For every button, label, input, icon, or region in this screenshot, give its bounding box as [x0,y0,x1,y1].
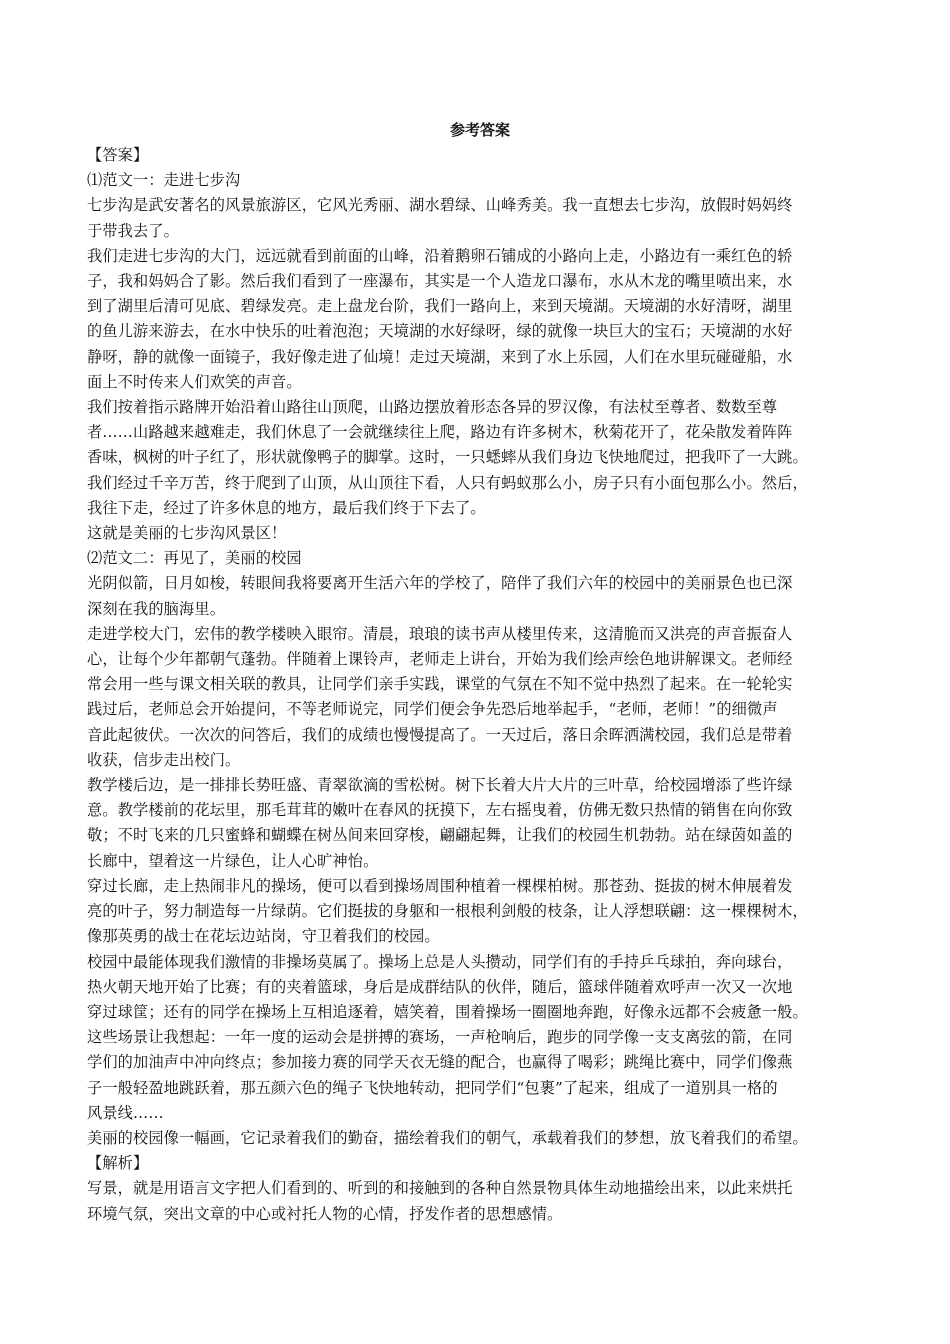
text-line: 我们按着指示路牌开始沿着山路往山顶爬，山路边摆放着形态各异的罗汉像，有法杖至尊者、数数至尊 [87,398,778,417]
text-line: 这就是美丽的七步沟风景区！ [87,524,287,543]
text-line: 亮的叶子，努力制造每一片绿荫。它们挺拔的身躯和一根根利剑般的枝条，让人浮想联翩：这一棵棵树木， [87,902,808,921]
text-line: 风景线…… [87,1103,164,1122]
text-line: 静呀，静的就像一面镜子，我好像走进了仙境！走过天境湖，来到了水上乐园，人们在水里玩碰碰船，水 [87,347,793,366]
text-line: 美丽的校园像一幅画，它记录着我们的勤奋，描绘着我们的朝气，承载着我们的梦想，放飞着我们的希望。 [87,1128,808,1147]
text-line: 践过后，老师总会开始提问，不等老师说完，同学们便会争先恐后地举起手，“老师，老师！”的细微声 [87,700,778,719]
text-line: 收获，信步走出校门。 [87,750,241,769]
text-line: 子，我和妈妈合了影。然后我们看到了一座瀑布，其实是一个人造龙口瀑布，水从木龙的嘴里喷出来，水 [87,272,793,291]
text-line: 常会用一些与课文相关联的教具，让同学们亲手实践，课堂的气氛在不知不觉中热烈了起来。在一轮轮实 [87,675,793,694]
text-line: 我们经过千辛万苦，终于爬到了山顶，从山顶往下看，人只有蚂蚁那么小，房子只有小面包那么小。然后， [87,473,808,492]
text-line: 我们走进七步沟的大门，远远就看到前面的山峰，沿着鹅卵石铺成的小路向上走，小路边有一乘红色的轿 [87,246,793,265]
text-line: 【答案】 [87,146,149,164]
text-line: 者……山路越来越难走，我们休息了一会就继续往上爬，路边有许多树木，秋菊花开了，花朵散发着阵阵 [87,423,793,442]
text-line: 意。教学楼前的花坛里，那毛茸茸的嫩叶在春风的抚摸下，左右摇曳着，仿佛无数只热情的销售在向你致 [87,801,793,820]
text-line: 热火朝天地开始了比赛；有的夹着篮球，身后是成群结队的伙伴，随后，篮球伴随着欢呼声一次又一次地 [87,977,793,996]
text-line: 长廊中，望着这一片绿色，让人心旷神怡。 [87,851,379,870]
text-line: 这些场景让我想起：一年一度的运动会是拼搏的赛场，一声枪响后，跑步的同学像一支支离弦的箭，在同 [87,1028,793,1047]
text-line: 校园中最能体现我们激情的非操场莫属了。操场上总是人头攒动，同学们有的手持乒乓球拍，奔向球台， [87,952,793,971]
text-line: 写景，就是用语言文字把人们看到的、听到的和接触到的各种自然景物具体生动地描绘出来，以此来烘托 [87,1179,793,1198]
text-line: 穿过球筐；还有的同学在操场上互相追逐着，嬉笑着，围着操场一圈圈地奔跑，好像永远都不会疲惫一般。 [87,1002,808,1021]
document-title: 参考答案 [449,121,510,139]
text-line: 音此起彼伏。一次次的问答后，我们的成绩也慢慢提高了。一天过后，落日余晖洒满校园，我们总是带着 [87,725,793,744]
text-line: 教学楼后边，是一排排长势旺盛、青翠欲滴的雪松树。树下长着大片大片的三叶草，给校园增添了些许绿 [87,776,793,795]
text-line: 学们的加油声中冲向终点；参加接力赛的同学天衣无缝的配合，也赢得了喝彩；跳绳比赛中，同学们像燕 [87,1053,793,1072]
document-page [87,118,873,1227]
text-line: 【解析】 [87,1154,149,1173]
text-line: 环境气氛，突出文章的中心或衬托人物的心情，抒发作者的思想感情。 [87,1204,563,1223]
text-line: ⑵范文二：再见了，美丽的校园 [87,549,302,568]
text-line: 子一般轻盈地跳跃着，那五颜六色的绳子飞快地转动，把同学们“包裹”了起来，组成了一道别具一格的 [87,1078,778,1097]
text-line: 面上不时传来人们欢笑的声音。 [87,372,302,391]
text-line: 的鱼儿游来游去，在水中快乐的吐着泡泡；天境湖的水好绿呀，绿的就像一块巨大的宝石；天境湖的水好 [87,322,793,341]
text-line: 穿过长廊，走上热闹非凡的操场，便可以看到操场周围种植着一棵棵柏树。那苍劲、挺拔的树木伸展着发 [87,876,793,895]
text-line: 深刻在我的脑海里。 [87,599,226,618]
text-line: 我往下走，经过了许多休息的地方，最后我们终于下去了。 [87,498,486,517]
text-line: 敬；不时飞来的几只蜜蜂和蝴蝶在树丛间来回穿梭，翩翩起舞，让我们的校园生机勃勃。站在绿茵如盖的 [87,826,793,845]
text-line: 像那英勇的战士在花坛边站岗，守卫着我们的校园。 [87,927,440,946]
text-line: 心，让每个少年都朝气蓬勃。伴随着上课铃声，老师走上讲台，开始为我们绘声绘色地讲解课文。老师经 [87,650,793,669]
text-line: 七步沟是武安著名的风景旅游区，它风光秀丽、湖水碧绿、山峰秀美。我一直想去七步沟，放假时妈妈终 [87,196,793,215]
text-line: 光阴似箭，日月如梭，转眼间我将要离开生活六年的学校了，陪伴了我们六年的校园中的美丽景色也已深 [87,574,793,593]
text-line: 到了湖里后清可见底、碧绿发亮。走上盘龙台阶，我们一路向上，来到天境湖。天境湖的水好清呀，湖里 [87,297,793,316]
text-line: 香味，枫树的叶子红了，形状就像鸭子的脚掌。这时，一只蟋蟀从我们身边飞快地爬过，把我吓了一大跳。 [87,448,808,467]
text-line: 走进学校大门，宏伟的教学楼映入眼帘。清晨，琅琅的读书声从楼里传来，这清脆而又洪亮的声音振奋人 [87,624,793,643]
text-line: 于带我去了。 [87,221,180,240]
text-line: ⑴范文一：走进七步沟 [87,171,241,190]
document-body [87,143,873,1227]
